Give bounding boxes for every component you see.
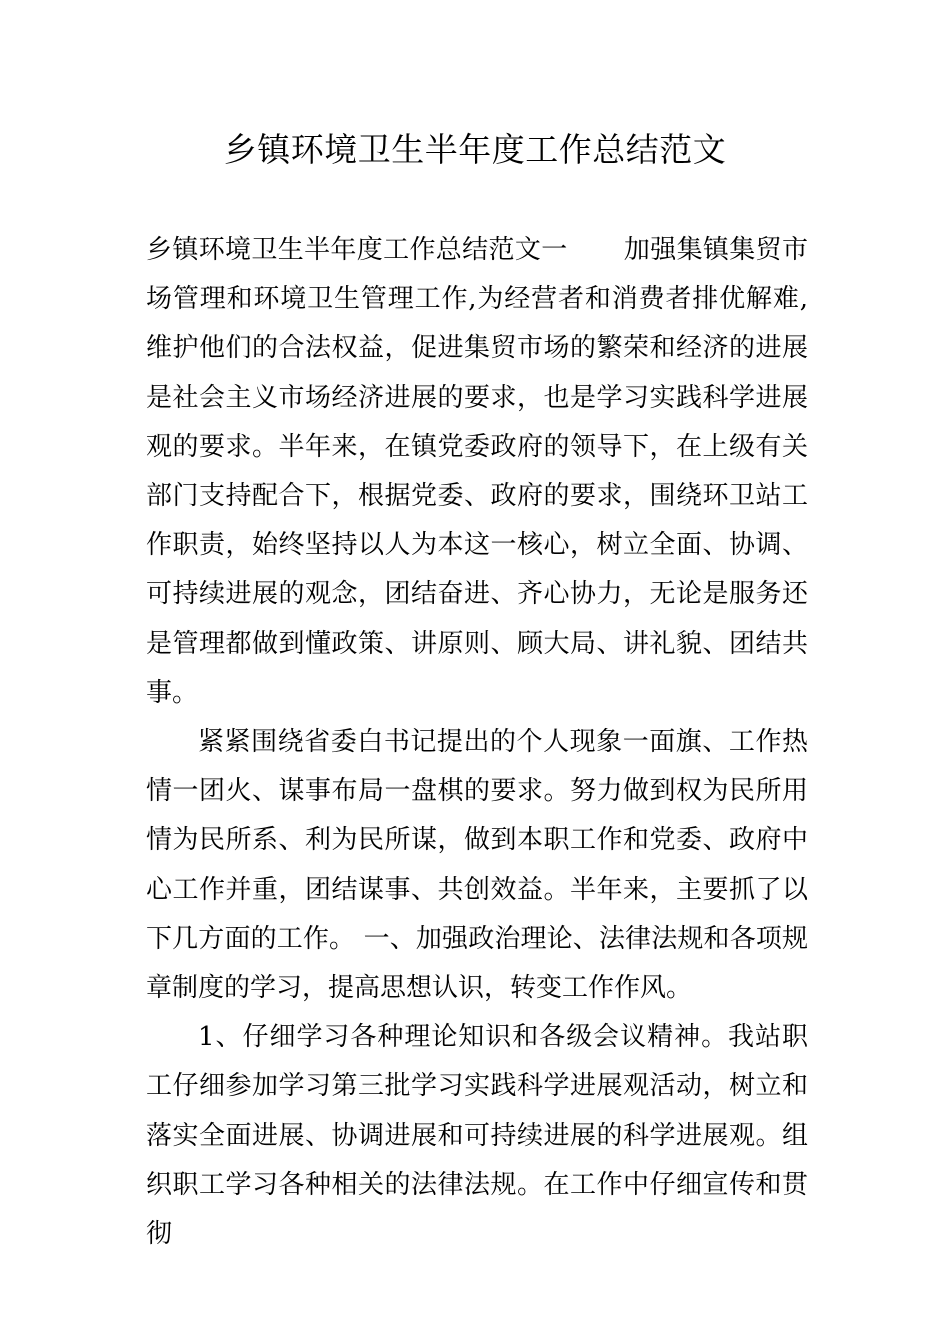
paragraph-2: 紧紧围绕省委白书记提出的个人现象一面旗、工作热情一团火、谋事布局一盘棋的要求。努力做到权为民所用情为民所系、利为民所谋，做到本职工作和党委、政府中心工作并重，团结谋事、共创效益。半年来，主要抓了以下几方面的工作。 一、加强政治理论、法律法规和各项规章制度的学习，提高思想认识，转变工作作风。 xyxy=(146,727,808,1004)
document-title: 乡镇环境卫生半年度工作总结范文 xyxy=(223,130,727,169)
paragraph-1 xyxy=(146,226,808,718)
document-body xyxy=(146,226,808,1259)
paragraph-1-lead: 乡镇环境卫生半年度工作总结范文一 xyxy=(146,235,568,265)
paragraph-3: 1、仔细学习各种理论知识和各级会议精神。我站职工仔细参加学习第三批学习实践科学进展观活动，树立和落实全面进展、协调进展和可持续进展的科学进展观。组织职工学习各种相关的法律法规。在工作中仔细宣传和贯彻 xyxy=(146,1022,808,1250)
paragraph-1-text: 加强集镇集贸市场管理和环境卫生管理工作,为经营者和消费者排优解难,维护他们的合法权益，促进集贸市场的繁荣和经济的进展是社会主义市场经济进展的要求，也是学习实践科学进展观的要求。半年来，在镇党委政府的领导下，在上级有关部门支持配合下，根据党委、政府的要求，围绕环卫站工作职责，始终坚持以人为本这一核心，树立全面、协调、可持续进展的观念，团结奋进、齐心协力，无论是服务还是管理都做到懂政策、讲原则、顾大局、讲礼貌、团结共事。 xyxy=(146,235,808,708)
